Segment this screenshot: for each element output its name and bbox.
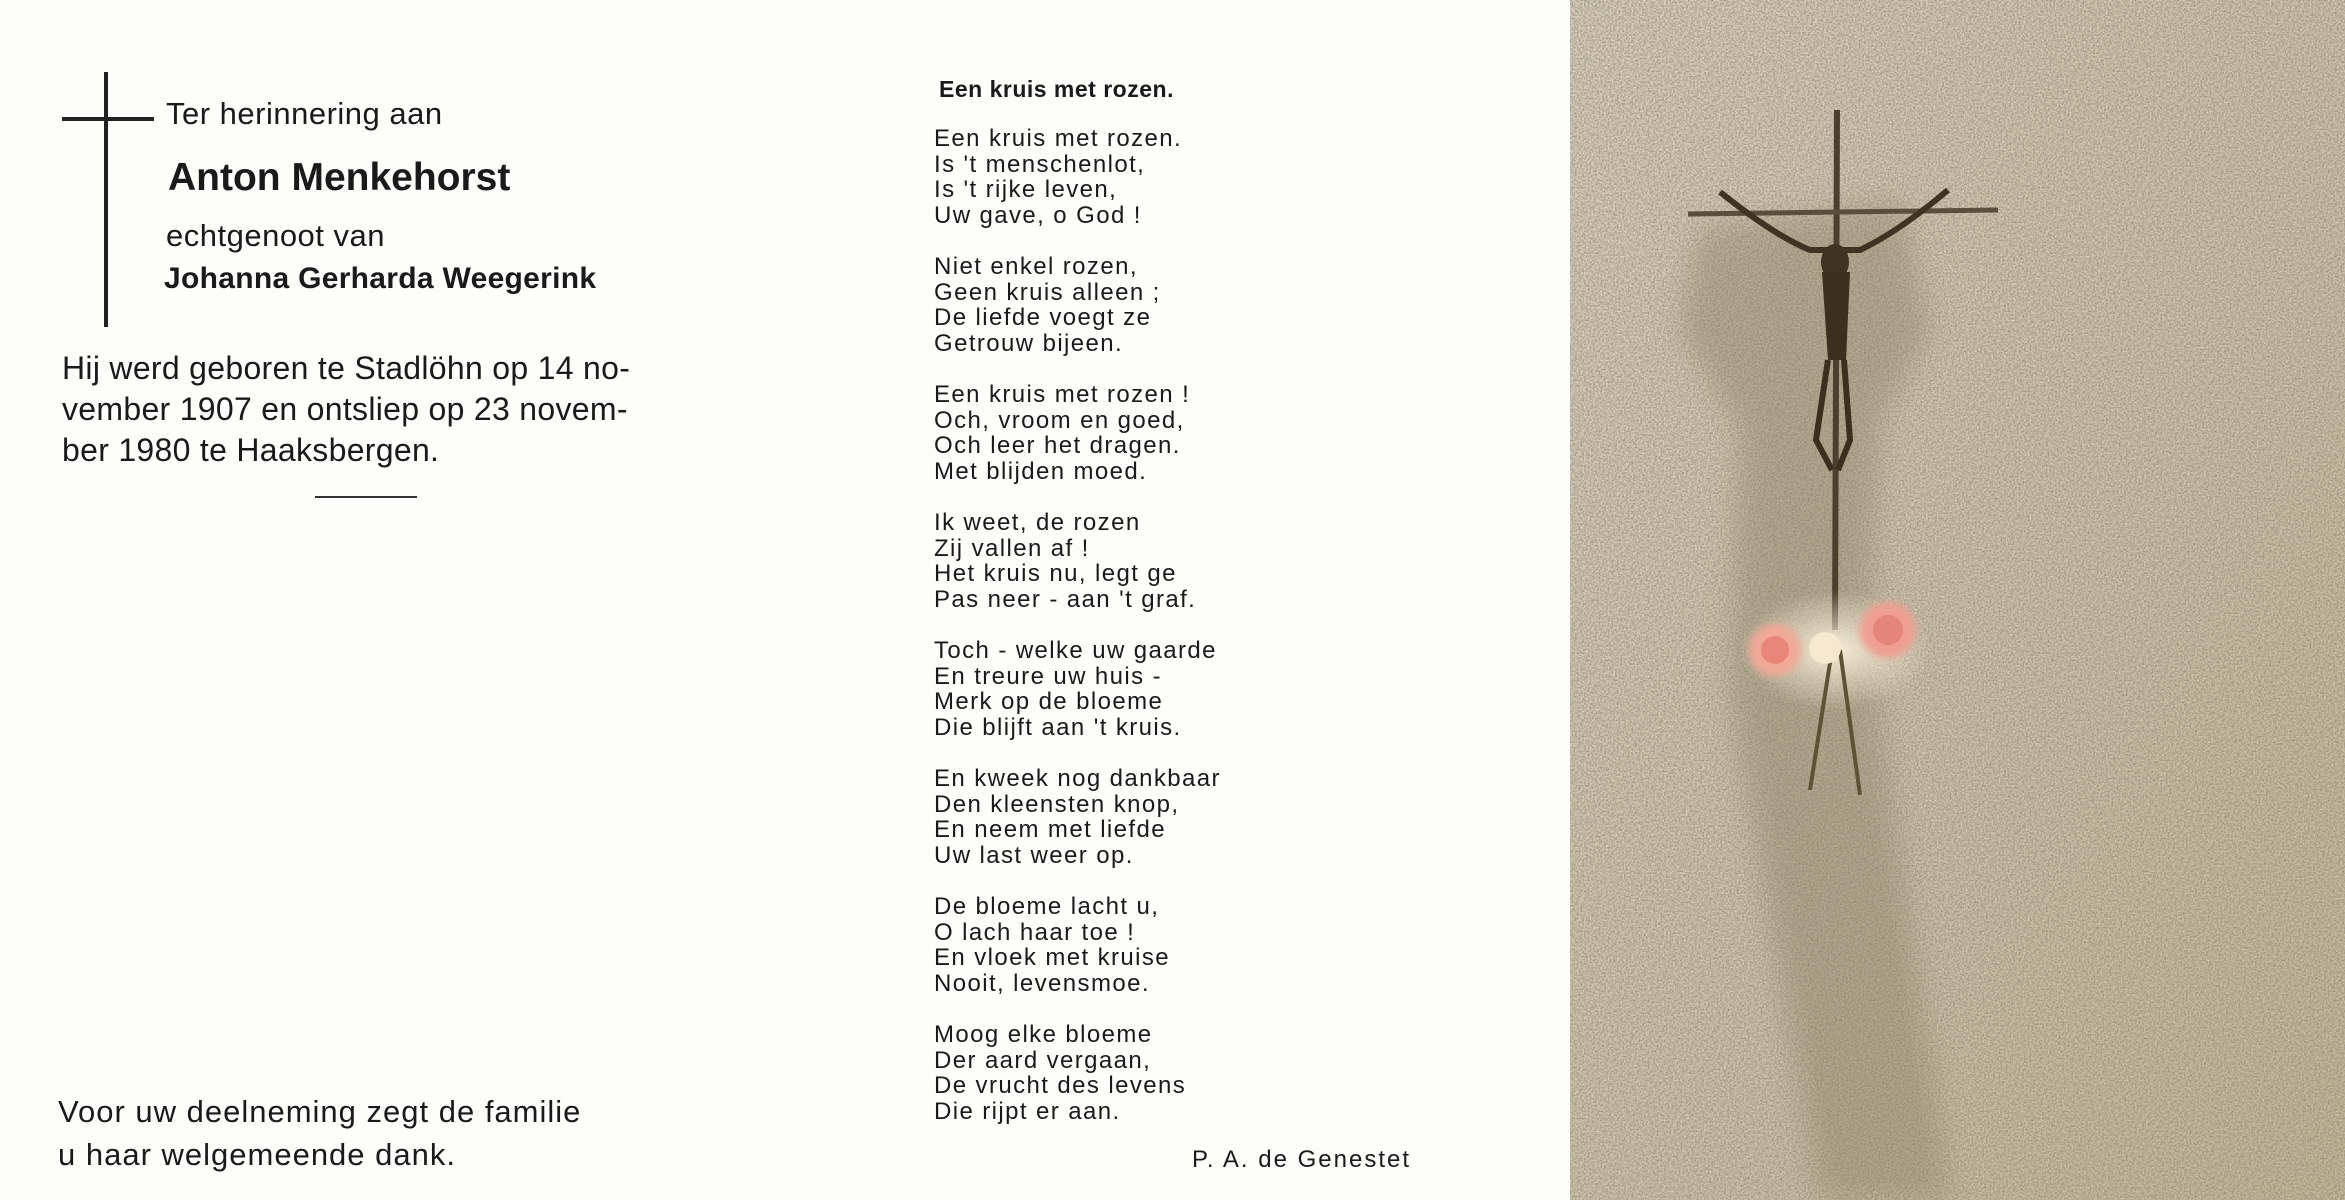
left-panel bbox=[0, 0, 770, 1200]
poem-stanza: Toch - welke uw gaarde En treure uw huis - Merk op de bloeme Die blijft aan 't kruis. bbox=[934, 637, 1217, 741]
poem-stanza: Een kruis met rozen. Is 't menschenlot, Is 't rijke leven, Uw gave, o God ! bbox=[934, 125, 1183, 229]
poem-stanza: Ik weet, de rozen Zij vallen af ! Het kruis nu, legt ge Pas neer - aan 't graf. bbox=[934, 509, 1197, 613]
deceased-name: Anton Menkehorst bbox=[168, 156, 511, 199]
divider-line bbox=[315, 496, 417, 498]
poem-stanza: En kweek nog dankbaar Den kleensten knop, En neem met liefde Uw last weer op. bbox=[934, 765, 1221, 869]
poem-author: P. A. de Genestet bbox=[1192, 1146, 1412, 1173]
poem-title: Een kruis met rozen. bbox=[939, 76, 1174, 102]
biography-text: Hij werd geboren te Stadlöhn op 14 no- vember 1907 en ontsliep op 23 novem- ber 1980 te Haaksbergen. bbox=[62, 350, 631, 468]
crucifix-photo-image bbox=[1570, 0, 2345, 1200]
thanks-text: Voor uw deelneming zegt de familie u haar welgemeende dank. bbox=[58, 1094, 582, 1172]
cross-icon-horizontal bbox=[62, 117, 154, 121]
poem-panel bbox=[770, 0, 1570, 1200]
poem-body bbox=[934, 126, 1494, 1150]
poem-stanza: Niet enkel rozen, Geen kruis alleen ; De liefde voegt ze Getrouw bijeen. bbox=[934, 253, 1161, 357]
poem-stanza: De bloeme lacht u, O lach haar toe ! En vloek met kruise Nooit, levensmoe. bbox=[934, 893, 1171, 997]
poem-stanza: Een kruis met rozen ! Och, vroom en goed, Och leer het dragen. Met blijden moed. bbox=[934, 381, 1191, 485]
crucifix-photo bbox=[1570, 0, 2345, 1200]
spouse-name: Johanna Gerharda Weegerink bbox=[164, 262, 597, 295]
spouse-label: echtgenoot van bbox=[166, 218, 386, 253]
intro-text: Ter herinnering aan bbox=[166, 96, 443, 131]
poem-stanza: Moog elke bloeme Der aard vergaan, De vrucht des levens Die rijpt er aan. bbox=[934, 1021, 1187, 1125]
cross-icon-vertical bbox=[104, 72, 108, 327]
